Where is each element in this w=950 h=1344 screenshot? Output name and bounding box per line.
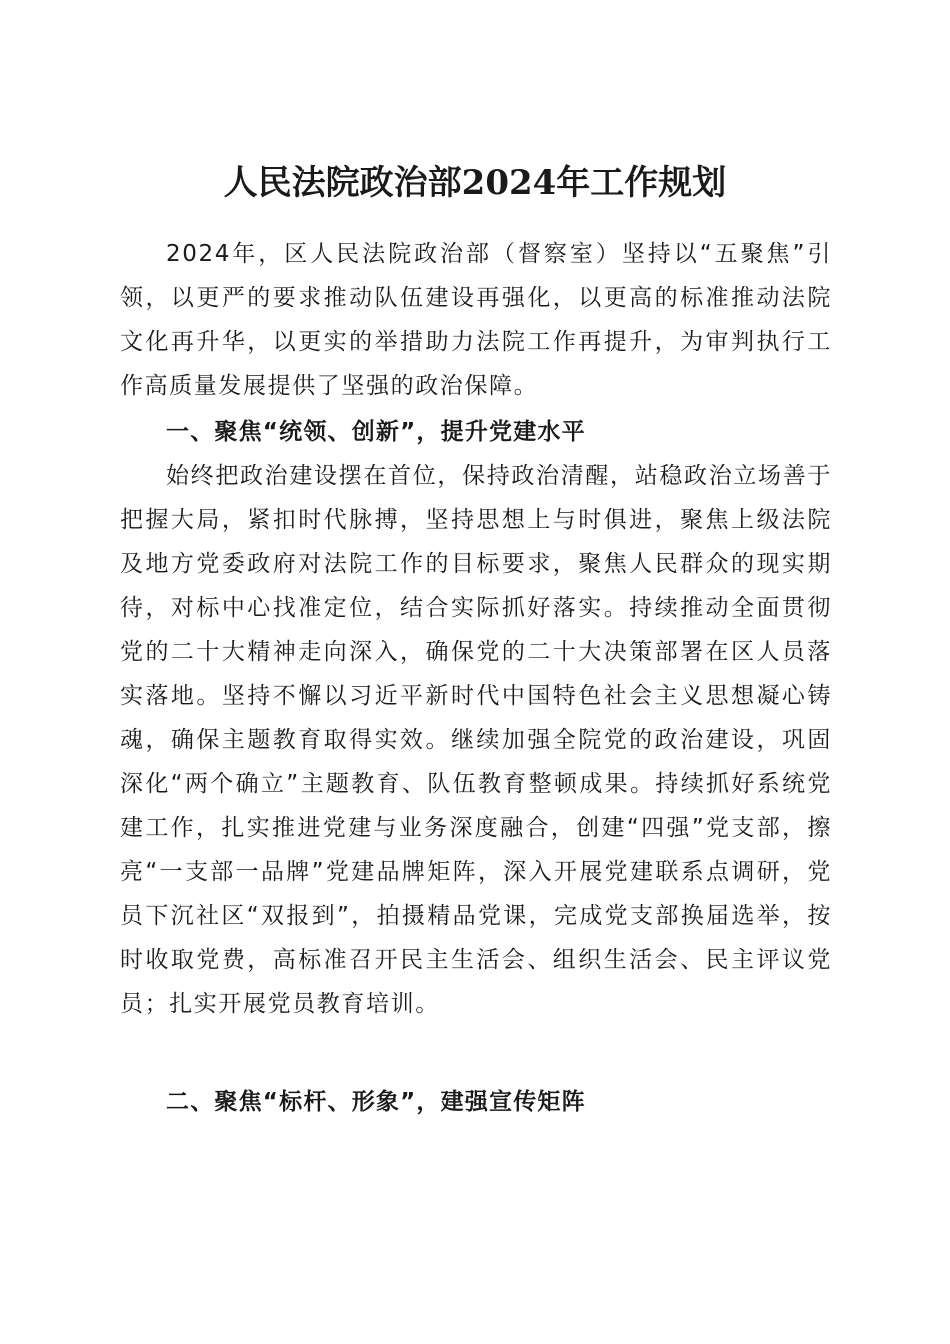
section-1-body: 始终把政治建设摆在首位，保持政治清醒，站稳政治立场善于把握大局，紧扣时代脉搏，坚持思想上与时俱进，聚焦上级法院及地方党委政府对法院工作的目标要求，聚焦人民群众的现实期待，对标中心找准定位，结合实际抓好落实。持续推动全面贯彻党的二十大精神走向深入，确保党的二十大决策部署在区人员落实落地。坚持不懈以习近平新时代中国特色社会主义思想凝心铸魂，确保主题教育取得实效。继续加强全院党的政治建设，巩固深化“两个确立”主题教育、队伍教育整顿成果。持续抓好系统党建工作，扎实推进党建与业务深度融合，创建“四强”党支部，擦亮“一支部一品牌”党建品牌矩阵，深入开展党建联系点调研，党员下沉社区“双报到”，拍摄精品党课，完成党支部换届选举，按时收取党费，高标准召开民主生活会、组织生活会、民主评议党员；扎实开展党员教育培训。: [120, 463, 832, 1017]
section-2-heading: 二、聚焦“标杆、形象”，建强宣传矩阵: [166, 1089, 586, 1115]
document-title: 人民法院政治部2024年工作规划: [223, 162, 727, 203]
section-1-heading: 一、聚焦“统领、创新”，提升党建水平: [166, 419, 586, 445]
intro-paragraph: 2024年，区人民法院政治部（督察室）坚持以“五聚焦”引领，以更严的要求推动队伍建设再强化，以更高的标准推动法院文化再升华，以更实的举措助力法院工作再提升，为审判执行工作高质量发展提供了坚强的政治保障。: [120, 241, 832, 399]
